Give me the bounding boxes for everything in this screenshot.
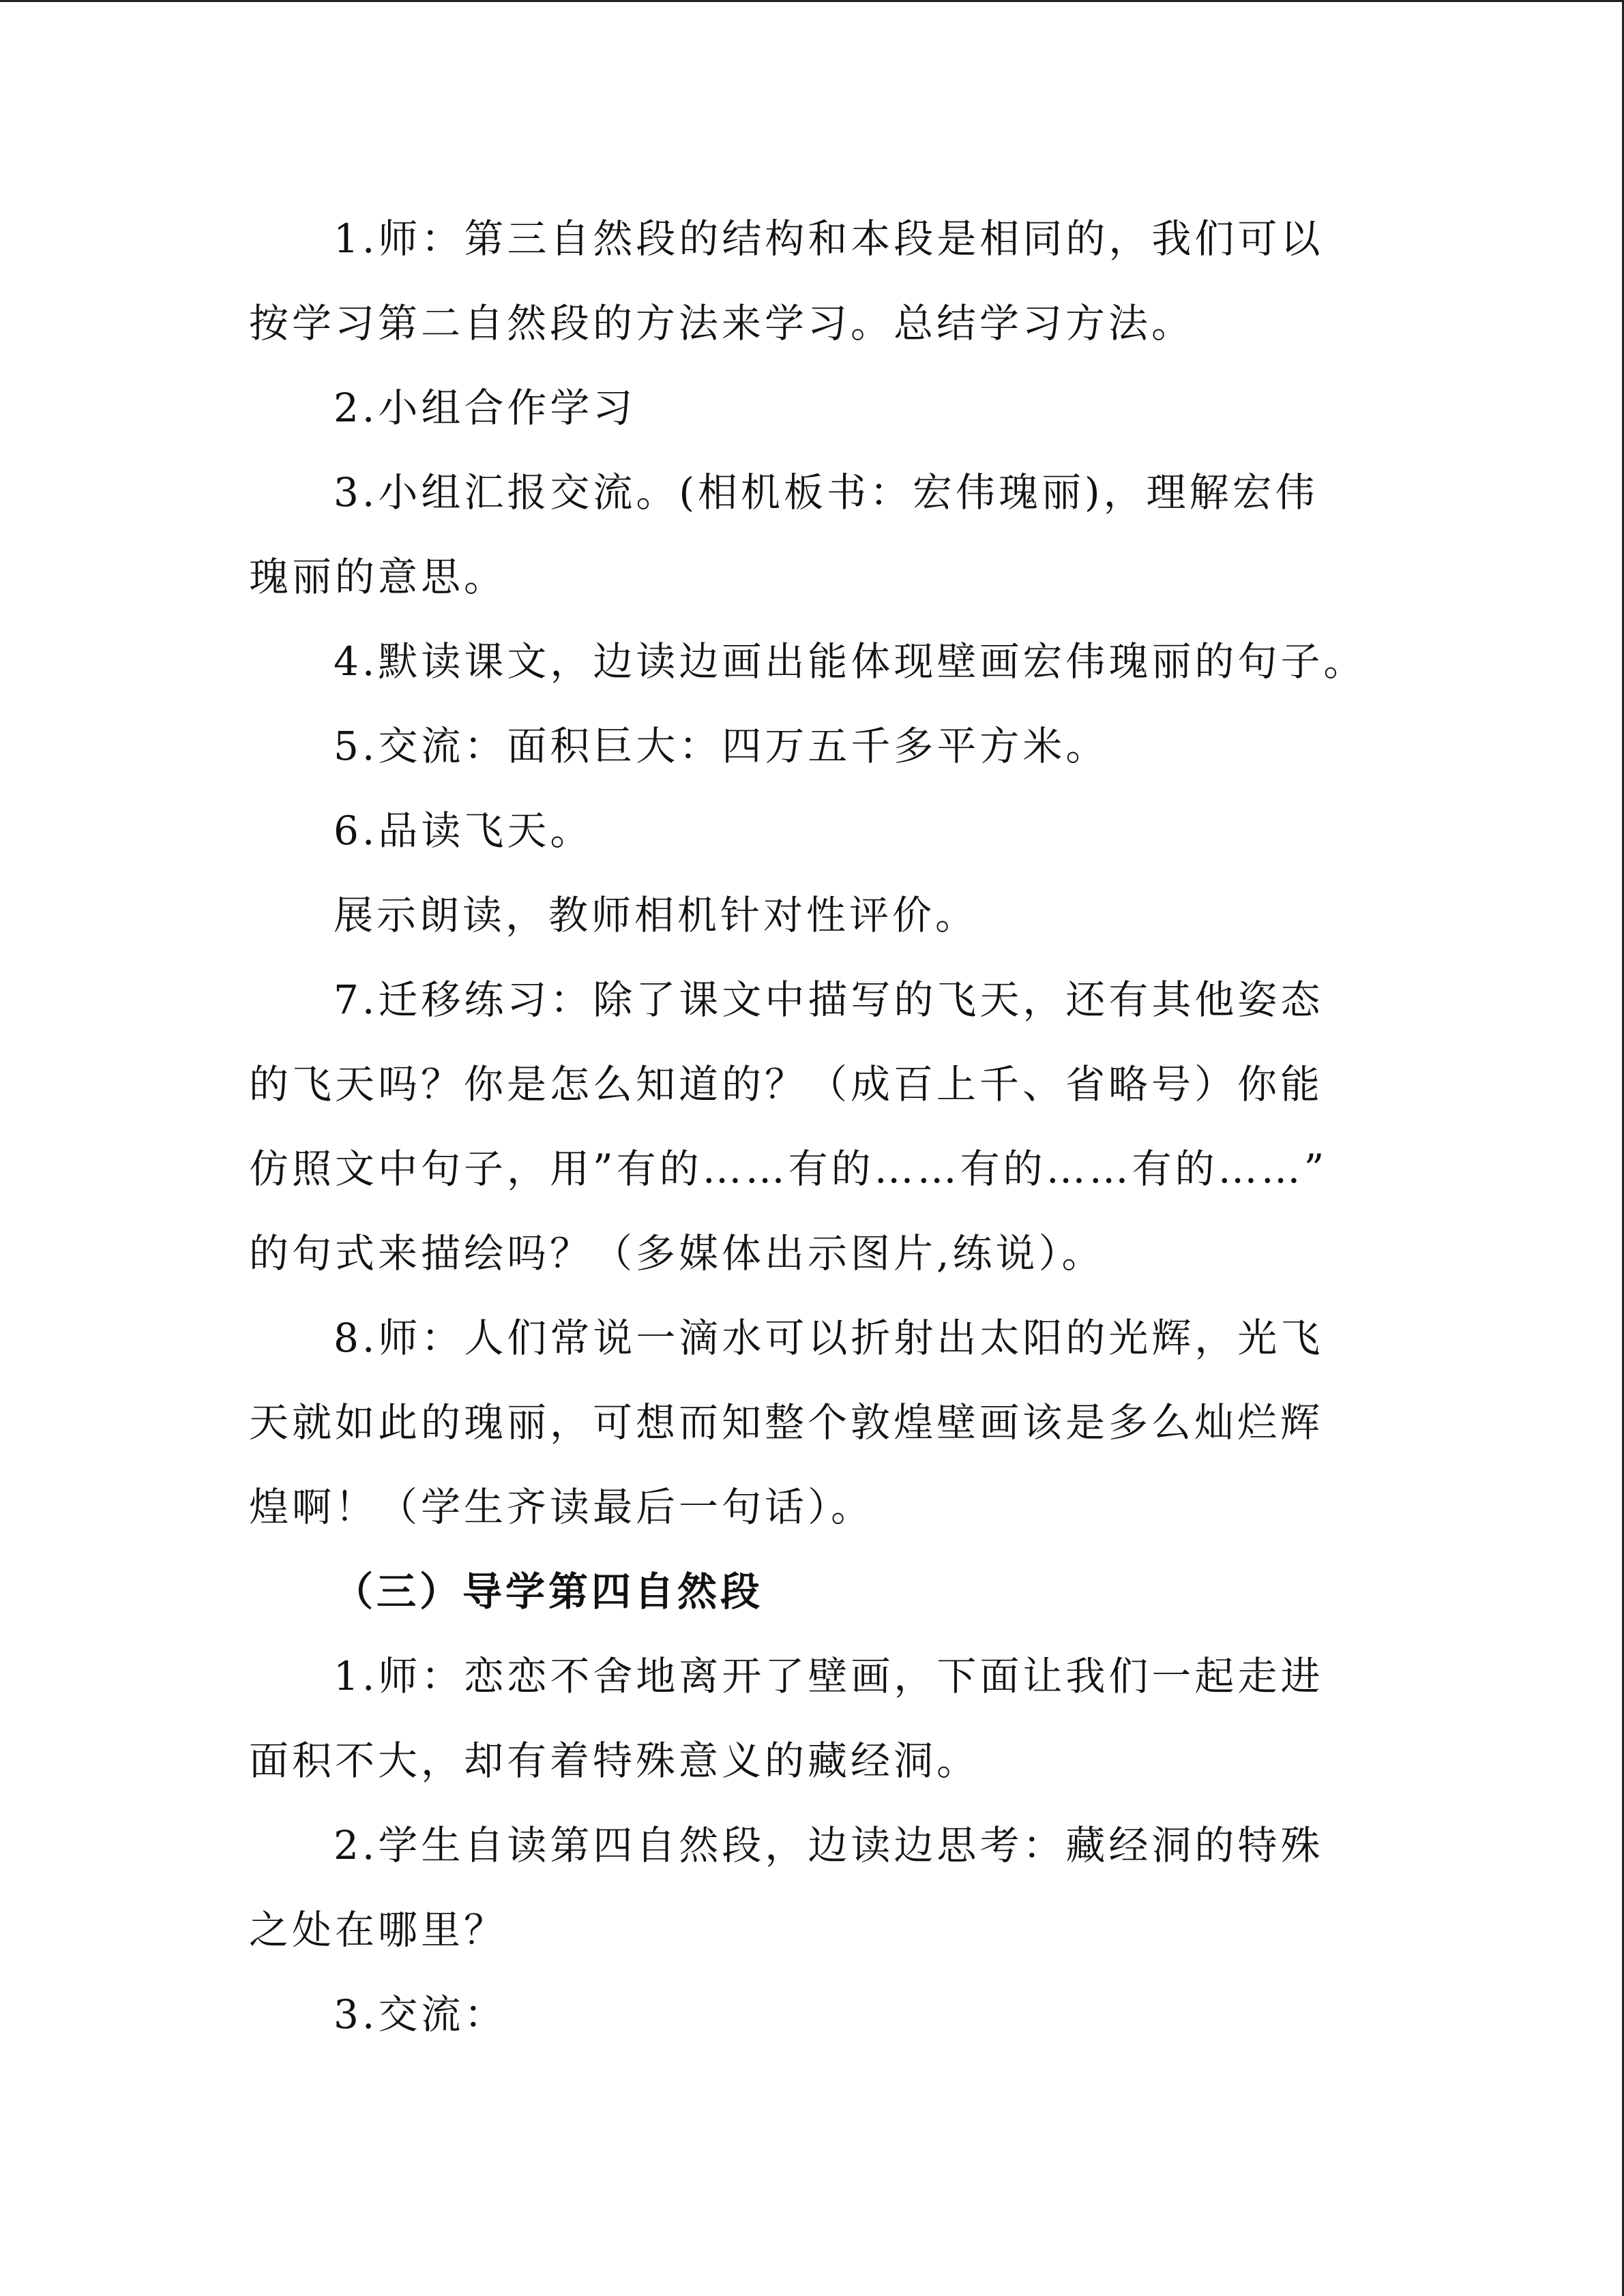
- paragraph-line: 7.迁移练习：除了课文中描写的飞天，还有其他姿态: [334, 976, 1324, 1023]
- paragraph-line: 3.交流：: [334, 1991, 507, 2038]
- paragraph-line: 展示朗读，教师相机针对性评价。: [334, 892, 979, 938]
- paragraph-line: 之处在哪里？: [249, 1907, 507, 1953]
- paragraph-line: 8.师：人们常说一滴水可以折射出太阳的光辉，光飞: [334, 1315, 1324, 1361]
- paragraph-line: 仿照文中句子，用”有的……有的……有的……有的……”: [249, 1146, 1328, 1192]
- paragraph-line: 6.品读飞天。: [334, 807, 593, 854]
- paragraph-line: 2.小组合作学习: [334, 385, 636, 431]
- paragraph-line: 的句式来描绘吗？（多媒体出示图片,练说）。: [249, 1230, 1105, 1277]
- document-body: [249, 196, 1378, 2057]
- paragraph-line: 2.学生自读第四自然段，边读边思考：藏经洞的特殊: [334, 1822, 1324, 1868]
- paragraph-line: 瑰丽的意思。: [249, 554, 507, 600]
- paragraph-line: 4.默读课文，边读边画出能体现壁画宏伟瑰丽的句子。: [334, 638, 1367, 685]
- paragraph-line: 1.师：第三自然段的结构和本段是相同的，我们可以: [334, 215, 1324, 262]
- paragraph-line: 按学习第二自然段的方法来学习。总结学习方法。: [249, 300, 1195, 346]
- paragraph-line: 天就如此的瑰丽，可想而知整个敦煌壁画该是多么灿烂辉: [249, 1399, 1324, 1446]
- paragraph-line: 的飞天吗？你是怎么知道的？（成百上千、省略号）你能: [249, 1061, 1324, 1107]
- paragraph-line: 1.师：恋恋不舍地离开了壁画，下面让我们一起走进: [334, 1653, 1324, 1699]
- paragraph-line: 3.小组汇报交流。(相机板书：宏伟瑰丽)，理解宏伟: [334, 469, 1318, 516]
- paragraph-line: 面积不大，却有着特殊意义的藏经洞。: [249, 1738, 980, 1784]
- section-heading: （三）导学第四自然段: [334, 1568, 764, 1615]
- paragraph-line: 煌啊！（学生齐读最后一句话）。: [249, 1484, 874, 1530]
- page-top-border: [0, 0, 1624, 2]
- paragraph-line: 5.交流：面积巨大：四万五千多平方米。: [334, 723, 1109, 769]
